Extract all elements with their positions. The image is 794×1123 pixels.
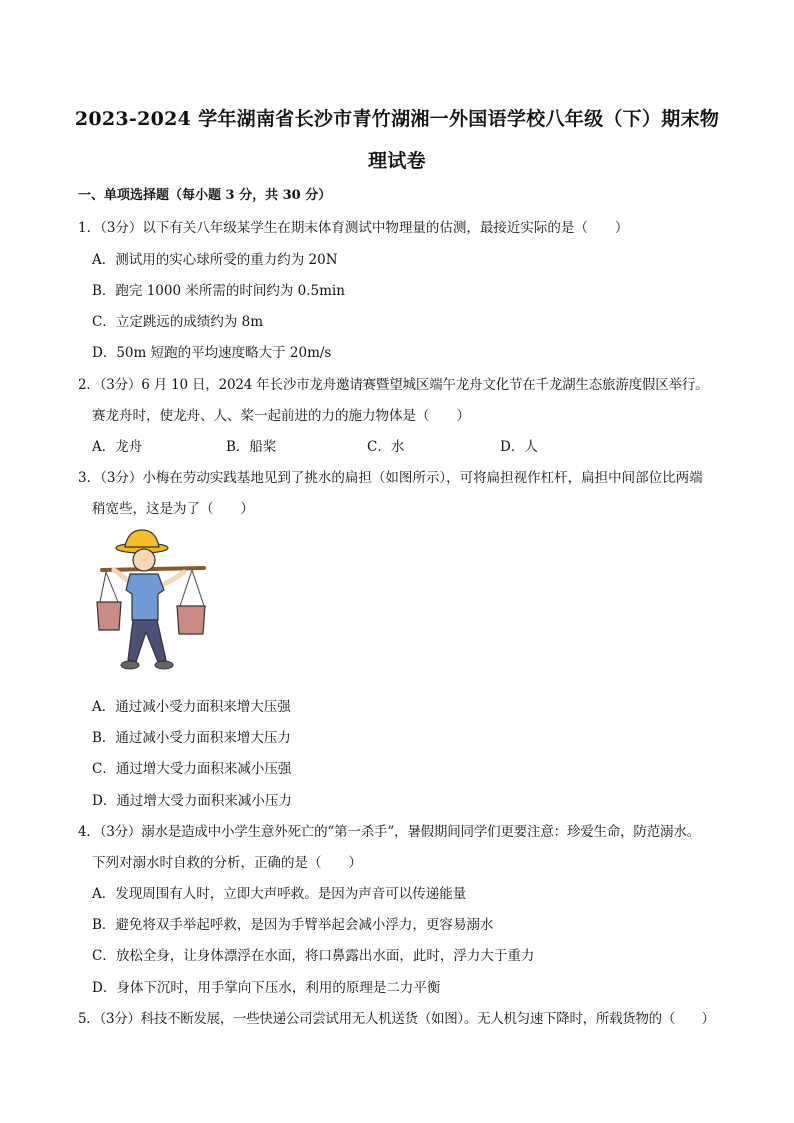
question-3-option-a: A．通过减小受力面积来增大压强 [92, 699, 291, 715]
question-3-option-b: B．通过减小受力面积来增大压力 [92, 730, 291, 746]
question-3-stem-line1: 3．（3分）小梅在劳动实践基地见到了挑水的扁担（如图所示），可将扁担视作杠杆，扁担中间部位比两端 [78, 470, 703, 486]
question-2-option-b: B．船桨 [226, 439, 277, 455]
question-2-option-d: D．人 [500, 439, 538, 455]
question-2-option-a: A．龙舟 [92, 439, 143, 455]
question-1-option-c: C．立定跳远的成绩约为 8m [92, 314, 264, 330]
question-1-option-a: A．测试用的实心球所受的重力约为 20N [92, 252, 338, 268]
question-2-option-c: C．水 [367, 439, 405, 455]
exam-title-line1: 2023-2024 学年湖南省长沙市青竹湖湘一外国语学校八年级（下）期末物 [74, 108, 720, 130]
question-3-option-d: D．通过增大受力面积来减小压力 [92, 793, 292, 809]
question-3-stem-line2: 稍宽些，这是为了（ ） [92, 501, 254, 517]
question-4-option-c: C．放松全身，让身体漂浮在水面，将口鼻露出水面，此时，浮力大于重力 [92, 948, 535, 964]
question-4-stem-line2: 下列对溺水时自救的分析，正确的是（ ） [92, 855, 362, 871]
exam-title-line2: 理试卷 [368, 150, 426, 172]
question-4-option-a: A．发现周围有人时，立即大声呼救。是因为声音可以传递能量 [92, 886, 467, 902]
question-4-option-b: B．避免将双手举起呼救，是因为手臂举起会减小浮力，更容易溺水 [92, 917, 494, 933]
question-4-stem-line1: 4．（3分）溺水是造成中小学生意外死亡的“第一杀手”，暑假期间同学们更要注意：珍爱生命，防范溺水。 [78, 824, 700, 840]
question-1-option-b: B．跑完 1000 米所需的时间约为 0.5min [92, 283, 345, 299]
shoulder-pole-figure [92, 528, 212, 678]
question-1-stem: 1．（3分）以下有关八年级某学生在期末体育测试中物理量的估测，最接近实际的是（ ） [78, 220, 629, 236]
water-carrier-illustration [92, 528, 212, 678]
question-2-stem-line1: 2．（3分）6 月 10 日，2024 年长沙市龙舟邀请赛暨望城区端午龙舟文化节在千龙湖生态旅游度假区举行。 [78, 377, 709, 393]
question-1-option-d: D．50m 短跑的平均速度略大于 20m/s [92, 345, 332, 361]
question-4-option-d: D．身体下沉时，用手掌向下压水，利用的原理是二力平衡 [92, 980, 441, 996]
section-heading: 一、单项选择题（每小题 3 分，共 30 分） [78, 188, 332, 203]
question-3-option-c: C．通过增大受力面积来减小压强 [92, 761, 292, 777]
question-2-stem-line2: 赛龙舟时，使龙舟、人、桨一起前进的力的施力物体是（ ） [92, 408, 470, 424]
question-5-stem-line1: 5．（3分）科技不断发展，一些快递公司尝试用无人机送货（如图）。无人机匀速下降时，所载货物的（ ） [78, 1011, 715, 1027]
